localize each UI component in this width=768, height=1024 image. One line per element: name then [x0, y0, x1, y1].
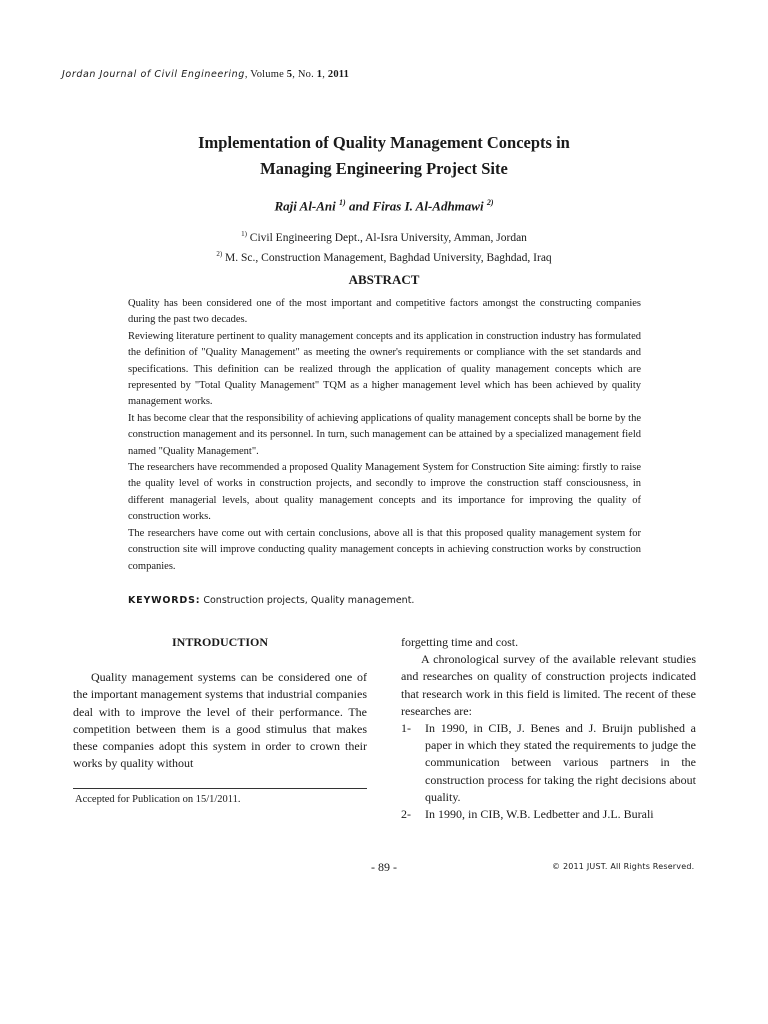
- affiliation-2: $^{2)}$ M. Sc., Construction Management, Baghdad University, Baghdad, Iraq: [216, 249, 552, 264]
- left-column: [73, 634, 367, 772]
- abstract-paragraph: Quality has been considered one of the most important and competitive factors amongst the constructing companies during the past two decades.: [128, 298, 641, 326]
- list-item: [401, 720, 696, 806]
- abstract-paragraph: It has become clear that the responsibility of achieving applications of quality management concepts shall be borne by the construction management and its personnel. In turn, such management can be attained by a specialized management field named "Quality Management".: [128, 412, 641, 457]
- issue-number: 1: [316, 69, 323, 80]
- number-label: , No.: [292, 69, 317, 80]
- abstract-body: [128, 296, 641, 575]
- keywords-label: KEYWORDS:: [128, 595, 201, 606]
- affiliation-1: $^{1)}$ Civil Engineering Dept., Al-Isra University, Amman, Jordan: [241, 230, 527, 244]
- affiliations: [0, 226, 768, 266]
- author-1: Raji Al-Ani: [274, 198, 336, 214]
- footnote-rule: [73, 788, 367, 789]
- keywords-text: Construction projects, Quality management.: [200, 595, 415, 606]
- copyright-notice: © 2011 JUST. All Rights Reserved.: [552, 862, 695, 871]
- abstract-heading: ABSTRACT: [348, 272, 420, 287]
- author-and: and: [345, 198, 373, 214]
- page-number: - 89 -: [371, 860, 397, 874]
- abstract-paragraph: Reviewing literature pertinent to quality management concepts and its application in construction industry has formulated the definition of "Quality Management" as meeting the owner's requirements or compliance with the set standards and specifications. This definition can be realized through the application of quality management concepts which are represented by "Total Quality Management" TQM as a higher management level which has been achieved by quality management works.: [128, 330, 641, 408]
- survey-paragraph: A chronological survey of the available relevant studies and researches on quality of construction projects indicated that research work in this field is limited. The recent of these researches are:: [401, 652, 696, 718]
- introduction-heading: INTRODUCTION: [171, 635, 268, 649]
- author-2: Firas I. Al-Adhmawi: [372, 198, 484, 214]
- title-line-2: Managing Engineering Project Site: [260, 159, 508, 178]
- abstract-paragraph: The researchers have come out with certain conclusions, above all is that this proposed quality management system for construction site will improve conducting quality management concepts in achieving construction works by construction companies.: [128, 527, 641, 572]
- list-item-text: In 1990, in CIB, J. Benes and J. Bruijn published a paper in which they stated the requirements to judge the communication between various partners in the construction process for taking the right decisions about quality.: [425, 721, 696, 804]
- author-line: [0, 198, 768, 214]
- list-item: [401, 806, 696, 823]
- journal-year: 2011: [327, 69, 350, 80]
- list-item-number: 1-: [401, 721, 411, 736]
- author-1-affil: 1): [339, 198, 346, 207]
- journal-name: Jordan Journal of Civil Engineering: [62, 69, 245, 80]
- volume-number: 5: [286, 69, 293, 80]
- right-column: [401, 634, 696, 823]
- continued-text: forgetting time and cost.: [401, 635, 519, 649]
- introduction-paragraph: Quality management systems can be considered one of the important management systems that industrial companies deal with to improve the level of their performance. The competition between them is a good stimulus that makes these companies adopt this system in order to crown their works by quality without: [73, 670, 367, 771]
- paper-title: [0, 130, 768, 182]
- list-item-number: 2-: [401, 807, 411, 822]
- keywords: [128, 595, 414, 606]
- author-2-affil: 2): [486, 198, 494, 207]
- abstract-paragraph: The researchers have recommended a proposed Quality Management System for Construction Site aiming: firstly to raise the quality level of works in construction projects, and secondly to improve the construction staff consciousness, in different managerial levels, about quality management concepts and its importance for improving the quality of construction works.: [128, 462, 641, 523]
- journal-header: Jordan Journal of Civil Engineering, Volume 5, No. 1, 2011: [62, 69, 350, 80]
- title-line-1: Implementation of Quality Management Concepts in: [198, 133, 570, 152]
- volume-label: , Volume: [244, 69, 287, 80]
- footnote: Accepted for Publication on 15/1/2011.: [75, 794, 241, 805]
- list-item-text: In 1990, in CIB, W.B. Ledbetter and J.L. Burali: [425, 807, 654, 822]
